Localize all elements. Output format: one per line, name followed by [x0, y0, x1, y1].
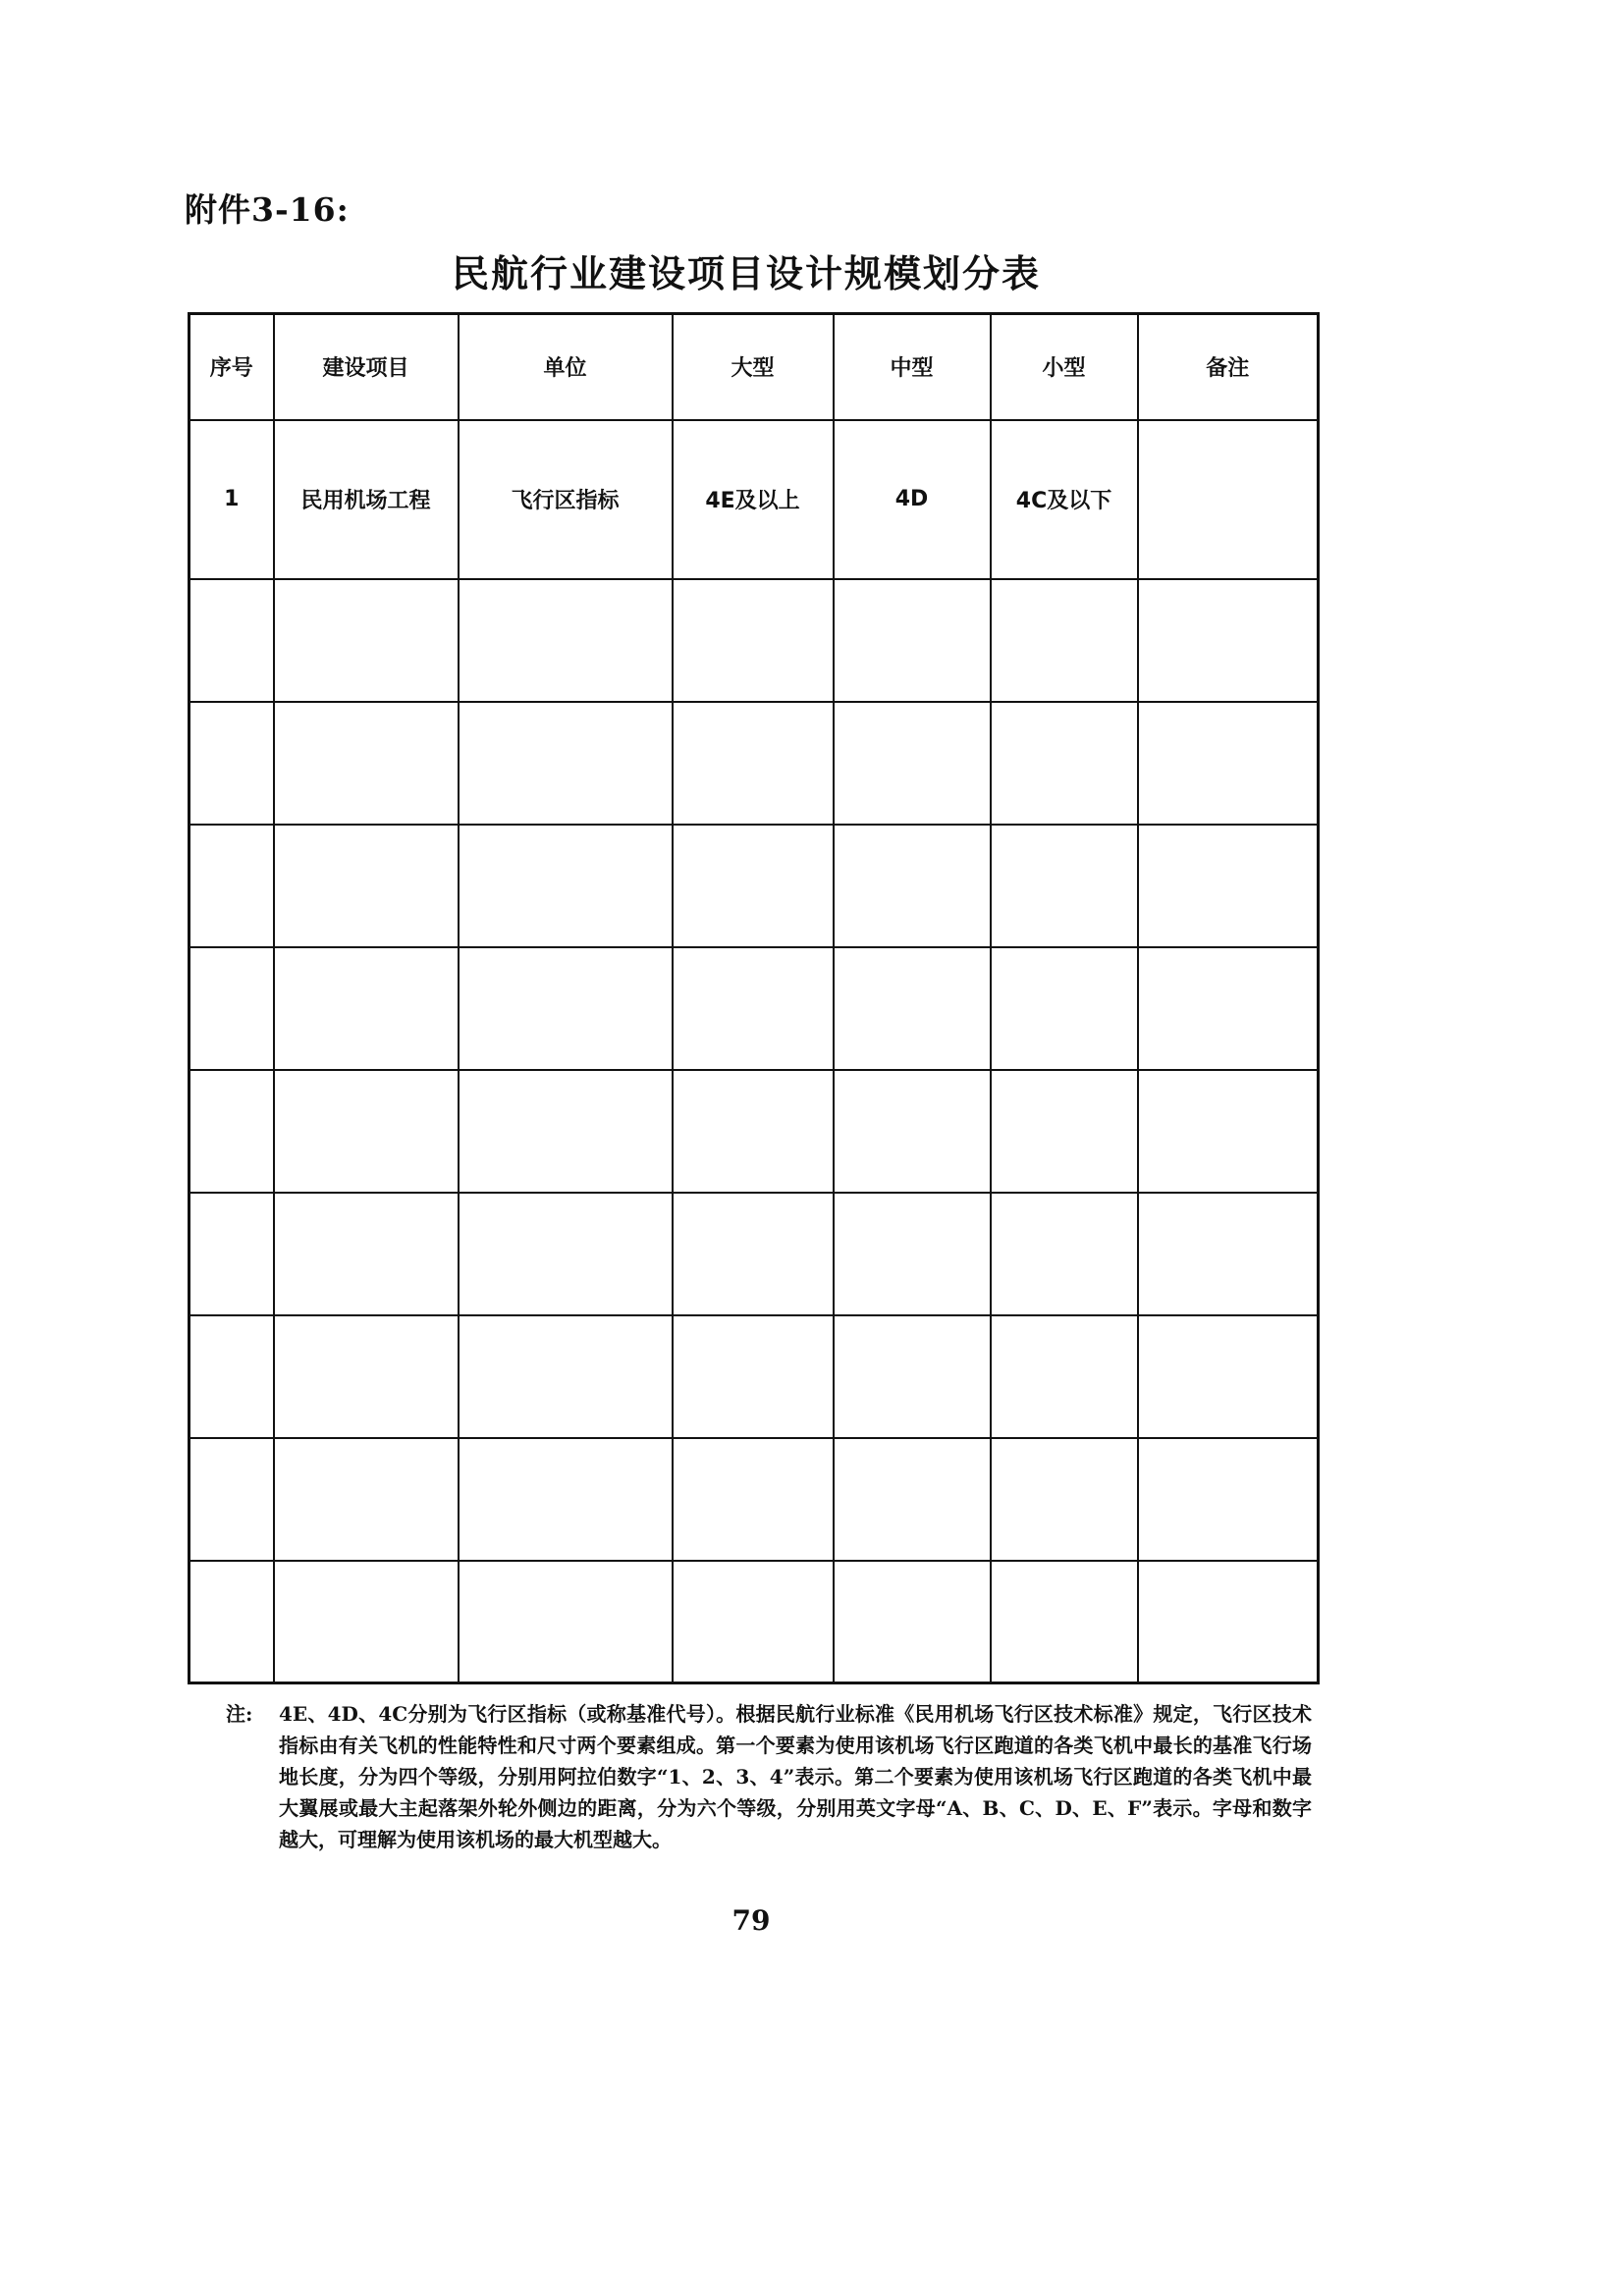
table-cell-empty [1138, 1315, 1319, 1438]
table-row-empty [189, 1315, 1319, 1438]
table-cell-empty [834, 1438, 991, 1561]
header-serial-no: 序号 [189, 314, 274, 420]
table-cell-empty [189, 579, 274, 702]
table-cell-empty [834, 1193, 991, 1315]
table-row [189, 420, 1319, 579]
table-cell-empty [274, 1438, 459, 1561]
table-cell-empty [189, 825, 274, 947]
table-cell-empty [991, 579, 1138, 702]
design-scale-table [188, 312, 1320, 1684]
table-cell-empty [1138, 947, 1319, 1070]
table-cell-empty [834, 579, 991, 702]
table-cell-empty [1138, 1438, 1319, 1561]
table-cell-empty [673, 947, 834, 1070]
table-cell-empty [834, 1315, 991, 1438]
table-cell-empty [991, 1193, 1138, 1315]
table-row-empty [189, 702, 1319, 825]
table-row-empty [189, 1070, 1319, 1193]
table-cell-empty [834, 1561, 991, 1683]
table-cell-empty [274, 1193, 459, 1315]
table-cell-empty [991, 1070, 1138, 1193]
table-cell-empty [274, 825, 459, 947]
table-cell-empty [189, 1315, 274, 1438]
header-project: 建设项目 [274, 314, 459, 420]
table-cell-empty [459, 1070, 673, 1193]
table-cell-empty [1138, 702, 1319, 825]
table-cell-empty [459, 1438, 673, 1561]
cell-remarks [1138, 420, 1319, 579]
table-cell-empty [673, 1438, 834, 1561]
table-cell-empty [1138, 1193, 1319, 1315]
table-cell-empty [189, 1193, 274, 1315]
header-small: 小型 [991, 314, 1138, 420]
footnote-label: 注: [226, 1702, 253, 1726]
table-cell-empty [274, 947, 459, 1070]
table-cell-empty [991, 702, 1138, 825]
table-cell-empty [274, 1070, 459, 1193]
table-cell-empty [459, 702, 673, 825]
table-cell-empty [189, 1070, 274, 1193]
table-cell-empty [834, 1070, 991, 1193]
cell-medium: 4D [834, 420, 991, 579]
table-cell-empty [991, 1561, 1138, 1683]
annex-label: 附件3-16: [185, 190, 350, 229]
cell-large: 4E及以上 [673, 420, 834, 579]
footnote [226, 1698, 1312, 1855]
table-cell-empty [991, 825, 1138, 947]
header-large: 大型 [673, 314, 834, 420]
footnote-text: 4E、4D、4C分别为飞行区指标（或称基准代号）。根据民航行业标准《民用机场飞行区技术标准》规定，飞行区技术指标由有关飞机的性能特性和尺寸两个要素组成。第一个要素为使用该机场飞行区跑道的各类飞机中最长的基准飞行场地长度，分为四个等级，分别用阿拉伯数字“1、2、3、4”表示。第二个要素为使用该机场飞行区跑道的各类飞机中最大翼展或最大主起落架外轮外侧边的距离，分为六个等级，分别用英文字母“A、B、C、D、E、F”表示。字母和数字越大，可理解为使用该机场的最大机型越大。 [279, 1702, 1312, 1851]
document-title: 民航行业建设项目设计规模划分表 [451, 252, 1041, 295]
table-cell-empty [1138, 825, 1319, 947]
cell-serial-no: 1 [189, 420, 274, 579]
table-row-empty [189, 825, 1319, 947]
table-row-empty [189, 579, 1319, 702]
table-cell-empty [274, 579, 459, 702]
table-cell-empty [189, 947, 274, 1070]
table-row-empty [189, 947, 1319, 1070]
table-cell-empty [834, 702, 991, 825]
table-cell-empty [274, 1561, 459, 1683]
table-cell-empty [1138, 1070, 1319, 1193]
table-cell-empty [673, 1315, 834, 1438]
table-cell-empty [189, 702, 274, 825]
table-header-row [189, 314, 1319, 420]
table-cell-empty [673, 1193, 834, 1315]
table-cell-empty [673, 702, 834, 825]
table-cell-empty [1138, 1561, 1319, 1683]
table-cell-empty [1138, 579, 1319, 702]
table-cell-empty [459, 947, 673, 1070]
table-row-empty [189, 1438, 1319, 1561]
page-number: 79 [731, 1904, 771, 1937]
table-cell-empty [673, 579, 834, 702]
header-medium: 中型 [834, 314, 991, 420]
table-cell-empty [459, 1315, 673, 1438]
table-cell-empty [274, 702, 459, 825]
cell-unit: 飞行区指标 [459, 420, 673, 579]
cell-project: 民用机场工程 [274, 420, 459, 579]
table-cell-empty [673, 825, 834, 947]
table-cell-empty [459, 1193, 673, 1315]
table-cell-empty [459, 825, 673, 947]
table-cell-empty [459, 1561, 673, 1683]
table-cell-empty [189, 1438, 274, 1561]
table-cell-empty [991, 1438, 1138, 1561]
table-cell-empty [673, 1070, 834, 1193]
header-unit: 单位 [459, 314, 673, 420]
table-cell-empty [459, 579, 673, 702]
table-cell-empty [673, 1561, 834, 1683]
table-cell-empty [991, 1315, 1138, 1438]
table-cell-empty [189, 1561, 274, 1683]
table-cell-empty [274, 1315, 459, 1438]
cell-small: 4C及以下 [991, 420, 1138, 579]
table-cell-empty [834, 825, 991, 947]
table-row-empty [189, 1193, 1319, 1315]
header-remarks: 备注 [1138, 314, 1319, 420]
table-cell-empty [834, 947, 991, 1070]
table-row-empty [189, 1561, 1319, 1683]
table-cell-empty [991, 947, 1138, 1070]
